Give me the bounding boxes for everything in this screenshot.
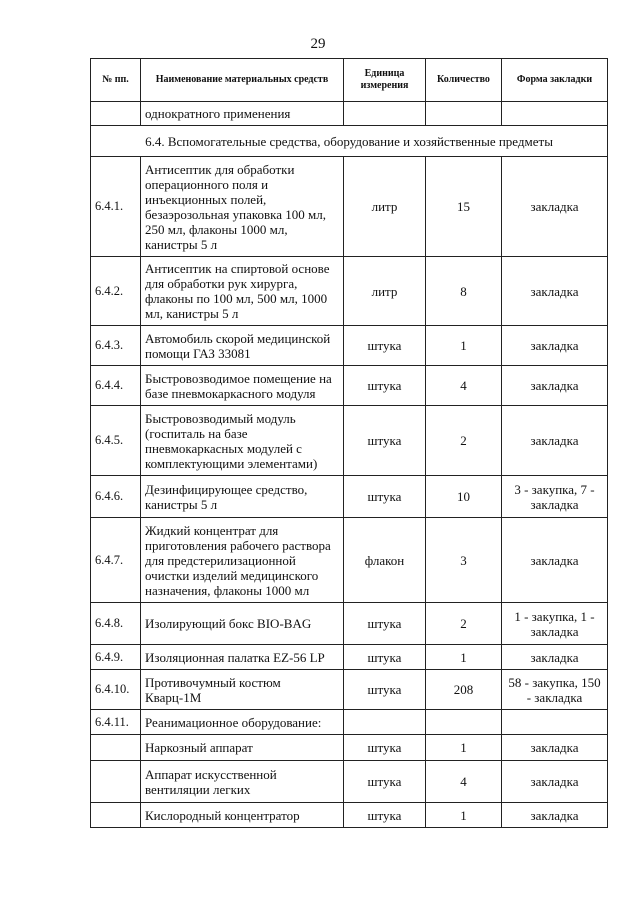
table-row	[91, 603, 608, 645]
cell-num: 6.4.1.	[91, 157, 141, 257]
table-row	[91, 406, 608, 476]
table-row	[91, 803, 608, 828]
cell-num: 6.4.8.	[91, 603, 141, 645]
cell-unit: штука	[344, 670, 426, 710]
table-row	[91, 476, 608, 518]
cell-unit: штука	[344, 406, 426, 476]
cell-unit: штука	[344, 645, 426, 670]
cell-num	[91, 761, 141, 803]
table-row	[91, 710, 608, 735]
cell-name: Быстровозводимый модуль (госпиталь на базе пневмокаркасных модулей с комплектующими элементами)	[141, 406, 344, 476]
cell-num: 6.4.9.	[91, 645, 141, 670]
cell-qty	[426, 102, 502, 126]
cell-unit: литр	[344, 157, 426, 257]
cell-form: закладка	[502, 326, 608, 366]
cell-name: Антисептик на спиртовой основе для обработки рук хирурга, флаконы по 100 мл, 500 мл, 1000 мл, канистры 5 л	[141, 257, 344, 326]
cell-form	[502, 102, 608, 126]
table-row	[91, 326, 608, 366]
cell-num: 6.4.11.	[91, 710, 141, 735]
table-row	[91, 366, 608, 406]
section-title: 6.4. Вспомогательные средства, оборудование и хозяйственные предметы	[91, 126, 608, 157]
table-row	[91, 761, 608, 803]
cell-num: 6.4.5.	[91, 406, 141, 476]
continuation-row	[91, 102, 608, 126]
cell-qty: 4	[426, 366, 502, 406]
cell-form: закладка	[502, 257, 608, 326]
cell-qty: 15	[426, 157, 502, 257]
cell-name: Жидкий концентрат для приготовления рабочего раствора для предстерилизационной очистки изделий медицинского назначения, флаконы 1000 мл	[141, 518, 344, 603]
cell-form: 1 - закупка, 1 - закладка	[502, 603, 608, 645]
cell-num: 6.4.2.	[91, 257, 141, 326]
cell-name: Автомобиль скорой медицинской помощи ГАЗ 33081	[141, 326, 344, 366]
cell-unit: литр	[344, 257, 426, 326]
materials-table	[90, 58, 608, 828]
cell-name: Кислородный концентратор	[141, 803, 344, 828]
cell-form: закладка	[502, 803, 608, 828]
cell-form: закладка	[502, 761, 608, 803]
cell-form: 3 - закупка, 7 - закладка	[502, 476, 608, 518]
cell-name: Аппарат искусственной вентиляции легких	[141, 761, 344, 803]
cell-qty: 3	[426, 518, 502, 603]
cell-name: Реанимационное оборудование:	[141, 710, 344, 735]
header-unit: Единица измерения	[344, 59, 426, 102]
table-row	[91, 157, 608, 257]
table-row	[91, 518, 608, 603]
header-name: Наименование материальных средств	[141, 59, 344, 102]
header-form: Форма закладки	[502, 59, 608, 102]
cell-name: Быстровозводимое помещение на базе пневмокаркасного модуля	[141, 366, 344, 406]
cell-unit: штука	[344, 735, 426, 761]
cell-unit: штука	[344, 761, 426, 803]
table-row	[91, 735, 608, 761]
cell-unit: штука	[344, 476, 426, 518]
cell-form: закладка	[502, 157, 608, 257]
cell-unit: штука	[344, 603, 426, 645]
cell-name: Наркозный аппарат	[141, 735, 344, 761]
cell-qty: 10	[426, 476, 502, 518]
cell-form: 58 - закупка, 150 - закладка	[502, 670, 608, 710]
table-row	[91, 645, 608, 670]
cell-num	[91, 735, 141, 761]
cell-qty	[426, 710, 502, 735]
cell-num: 6.4.6.	[91, 476, 141, 518]
cell-form: закладка	[502, 406, 608, 476]
table-row	[91, 670, 608, 710]
section-row	[91, 126, 608, 157]
cell-qty: 4	[426, 761, 502, 803]
cell-form	[502, 710, 608, 735]
cell-num	[91, 102, 141, 126]
cell-name: Изолирующий бокс BIO-BAG	[141, 603, 344, 645]
cell-num: 6.4.7.	[91, 518, 141, 603]
cell-unit	[344, 710, 426, 735]
cell-unit: штука	[344, 366, 426, 406]
cell-form: закладка	[502, 366, 608, 406]
cell-num: 6.4.3.	[91, 326, 141, 366]
cell-name: однократного применения	[141, 102, 344, 126]
cell-qty: 1	[426, 326, 502, 366]
cell-qty: 8	[426, 257, 502, 326]
table-header-row	[91, 59, 608, 102]
page-number: 29	[310, 36, 326, 52]
table-row	[91, 257, 608, 326]
cell-unit: флакон	[344, 518, 426, 603]
cell-qty: 2	[426, 603, 502, 645]
cell-name: Противочумный костюм Кварц-1М	[141, 670, 344, 710]
cell-form: закладка	[502, 645, 608, 670]
cell-qty: 1	[426, 803, 502, 828]
cell-qty: 2	[426, 406, 502, 476]
cell-form: закладка	[502, 518, 608, 603]
cell-num: 6.4.4.	[91, 366, 141, 406]
cell-num	[91, 803, 141, 828]
cell-name: Изоляционная палатка EZ-56 LP	[141, 645, 344, 670]
cell-qty: 1	[426, 735, 502, 761]
cell-unit: штука	[344, 803, 426, 828]
cell-num: 6.4.10.	[91, 670, 141, 710]
header-qty: Количество	[426, 59, 502, 102]
cell-unit	[344, 102, 426, 126]
cell-form: закладка	[502, 735, 608, 761]
cell-qty: 208	[426, 670, 502, 710]
header-num: № пп.	[91, 59, 141, 102]
cell-name: Антисептик для обработки операционного поля и инъекционных полей, безаэрозольная упаковка 100 мл, 250 мл, флаконы 1000 мл, канистры 5 л	[141, 157, 344, 257]
cell-unit: штука	[344, 326, 426, 366]
cell-qty: 1	[426, 645, 502, 670]
cell-name: Дезинфицирующее средство, канистры 5 л	[141, 476, 344, 518]
